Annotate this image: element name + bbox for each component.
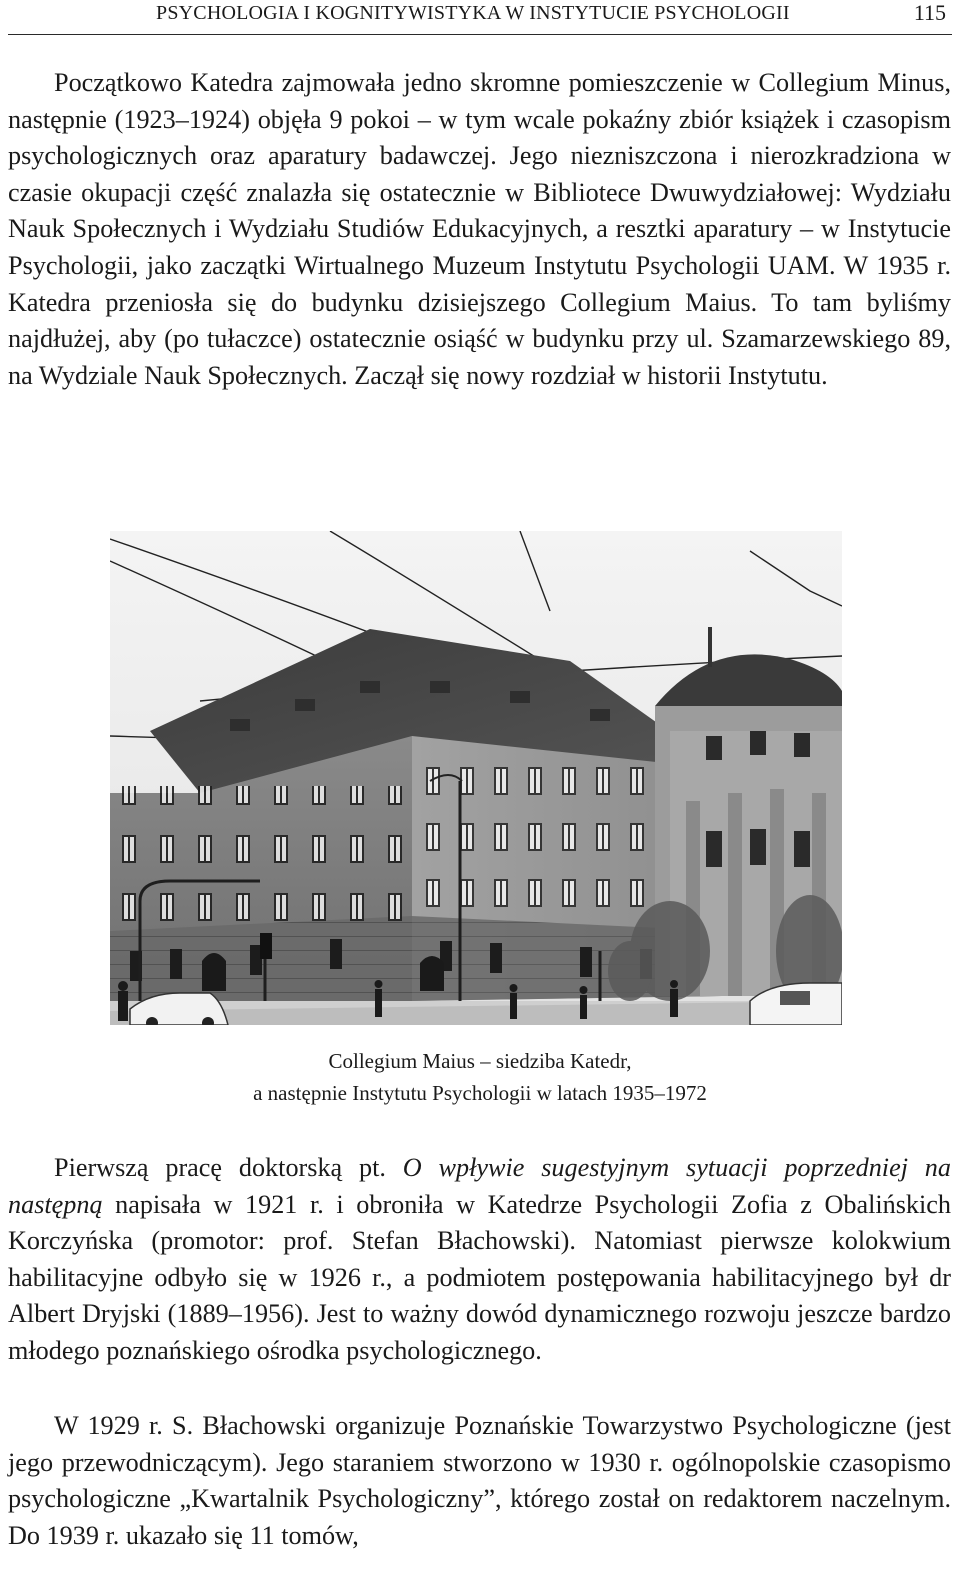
body-paragraph-3: W 1929 r. S. Błachowski organizuje Poznańskie Towarzystwo Psychologiczne (jest jego przewodniczącym). Jego staraniem stworzono w 1930 r. ogólnopolskie czasopismo psychologiczne „Kwartalnik Psychologiczny”, którego został on redaktorem naczelnym. Do 1939 r. ukazało się 11 tomów, xyxy=(8,1411,951,1550)
collegium-maius-photo xyxy=(110,531,842,1025)
body-paragraph-1: Początkowo Katedra zajmowała jedno skromne pomieszczenie w Collegium Minus, następnie (1923–1924) objęła 9 pokoi – w tym wcale pokaźny zbiór książek i czasopism psychologicznych oraz aparatury badawczej. Jego niezniszczona i nierozkradziona w czasie okupacji część znalazła się ostatecznie w Bibliotece Dwuwydziałowej: Wydziału Nauk Społecznych i Wydziału Studiów Edukacyjnych, a resztki aparatury – w Instytucie Psychologii, jako zaczątki Wirtualnego Muzeum Instytutu Psychologii UAM. W 1935 r. Katedra przeniosła się do budynku dzisiejszego Collegium Maius. To tam byliśmy najdłużej, aby (po tułaczce) ostatecznie osiąść w budynku przy ul. Szamarzewskiego 89, na Wydziale Nauk Społecznych. Zaczął się nowy rozdział w historii Instytutu. xyxy=(8,68,951,390)
paragraph-2-intro: Pierwszą pracę doktorską pt. xyxy=(54,1153,403,1182)
running-title: PSYCHOLOGIA I KOGNITYWISTYKA W INSTYTUCIE PSYCHOLOGII xyxy=(156,2,790,24)
building-photo xyxy=(110,531,842,1025)
body-paragraph-2 xyxy=(8,1150,951,1370)
figure-caption-line-1: Collegium Maius – siedziba Katedr, xyxy=(328,1049,632,1073)
page-number: 115 xyxy=(913,0,946,25)
figure-caption-line-2: a następnie Instytutu Psychologii w latach 1935–1972 xyxy=(253,1081,707,1105)
running-header xyxy=(8,0,952,35)
thesis-title: O wpływie sugestyjnym sytuacji poprzedniej na następną xyxy=(8,1153,951,1219)
paragraph-2-rest: napisała w 1921 r. i obroniła w Katedrze Psychologii Zofia z Obalińskich Korczyńska (promotor: prof. Stefan Błachowski). Natomiast pierwsze kolokwium habilitacyjne odbyło się w 1926 r., a podmiotem postępowania habilitacyjnego był dr Albert Dryjski (1889–1956). Jest to ważny dowód dynamicznego rozwoju jeszcze bardzo młodego poznańskiego ośrodka psychologicznego. xyxy=(8,1189,951,1365)
